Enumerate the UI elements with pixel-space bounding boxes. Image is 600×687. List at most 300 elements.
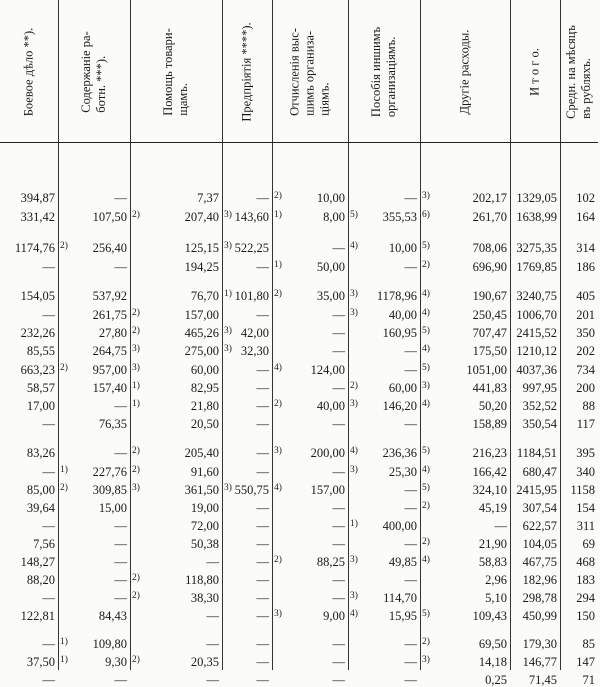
- cell-value: —: [256, 191, 269, 205]
- cell-value: 76,70: [190, 289, 219, 303]
- cell-value: 109,43: [472, 609, 507, 623]
- cell-value: 20,35: [190, 655, 219, 669]
- cell-value: 261,75: [92, 308, 127, 322]
- footnote-mark: 2): [422, 537, 430, 547]
- cell-value: 216,23: [472, 446, 507, 460]
- cell-value: 275,00: [184, 344, 219, 358]
- cell-value: —: [42, 591, 55, 605]
- cell-value: —: [332, 591, 345, 605]
- cell-value: 236,36: [382, 446, 417, 460]
- cell-value: 405: [576, 289, 595, 303]
- cell-value: —: [332, 637, 345, 651]
- cell-value: 71,45: [528, 673, 557, 687]
- cell-value: 118,80: [185, 573, 219, 587]
- cell-value: 84,43: [98, 609, 127, 623]
- cell-value: —: [256, 519, 269, 533]
- footnote-mark: 3): [350, 308, 358, 318]
- cell-value: 150: [576, 609, 595, 623]
- cell-value: 72,00: [190, 519, 219, 533]
- footnote-mark: 2): [132, 591, 140, 601]
- cell-value: 355,53: [382, 210, 417, 224]
- cell-value: 205,40: [184, 446, 219, 460]
- footnote-mark: 2): [274, 289, 282, 299]
- cell-value: —: [332, 344, 345, 358]
- cell-value: 3275,35: [516, 241, 557, 255]
- cell-value: 186: [576, 260, 595, 274]
- cell-value: —: [42, 260, 55, 274]
- footnote-mark: 3): [132, 363, 140, 373]
- cell-value: 88: [582, 399, 595, 413]
- footnote-mark: 5): [422, 241, 430, 251]
- cell-value: —: [256, 446, 269, 460]
- cell-value: 467,75: [522, 555, 557, 569]
- cell-value: 441,83: [472, 381, 507, 395]
- cell-value: —: [404, 191, 417, 205]
- cell-value: —: [114, 446, 127, 460]
- cell-value: 58,57: [26, 381, 55, 395]
- cell-value: —: [114, 591, 127, 605]
- footnote-mark: 1): [60, 465, 68, 475]
- footnote-mark: 4): [422, 289, 430, 299]
- cell-value: 4037,36: [516, 363, 557, 377]
- footnote-mark: 3): [422, 191, 430, 201]
- footnote-mark: 1): [274, 260, 282, 270]
- footnote-mark: 3): [350, 289, 358, 299]
- cell-value: 102: [576, 191, 595, 205]
- cell-value: 997,95: [522, 381, 557, 395]
- cell-value: 101,80: [234, 289, 269, 303]
- cell-value: 69: [582, 537, 595, 551]
- cell-value: 680,47: [522, 465, 557, 479]
- cell-value: 202,17: [472, 191, 507, 205]
- cell-value: —: [494, 519, 507, 533]
- cell-value: 465,26: [184, 326, 219, 340]
- cell-value: 202: [576, 344, 595, 358]
- cell-value: 350,54: [522, 417, 557, 431]
- cell-value: 50,00: [316, 260, 345, 274]
- footnote-mark: 2): [422, 501, 430, 511]
- column-header-label: И т о г о.: [527, 48, 542, 96]
- cell-value: 17,00: [26, 399, 55, 413]
- column-header-label: Предпріятія ****).: [239, 22, 254, 122]
- cell-value: 1006,70: [516, 308, 557, 322]
- cell-value: 146,20: [382, 399, 417, 413]
- footnote-mark: 4): [350, 446, 358, 456]
- column-header-label: Отчисленія выс- шимъ организа- ціямъ.: [287, 28, 332, 116]
- cell-value: 40,00: [316, 399, 345, 413]
- column-header: [130, 2, 222, 143]
- cell-value: —: [206, 609, 219, 623]
- cell-value: 69,50: [478, 637, 507, 651]
- footnote-mark: 2): [350, 381, 358, 391]
- footnote-mark: 3): [274, 609, 282, 619]
- cell-value: 324,10: [472, 483, 507, 497]
- cell-value: 154,05: [20, 289, 55, 303]
- cell-value: 340: [576, 465, 595, 479]
- cell-value: 207,40: [184, 210, 219, 224]
- cell-value: 3240,75: [516, 289, 557, 303]
- cell-value: 157,00: [310, 483, 345, 497]
- cell-value: —: [42, 308, 55, 322]
- cell-value: —: [256, 381, 269, 395]
- cell-value: —: [256, 501, 269, 515]
- footnote-mark: 4): [422, 344, 430, 354]
- footnote-mark: 5): [350, 210, 358, 220]
- footnote-mark: 2): [132, 210, 140, 220]
- cell-value: 311: [576, 519, 595, 533]
- cell-value: —: [256, 573, 269, 587]
- cell-value: —: [404, 483, 417, 497]
- cell-value: 394,87: [20, 191, 55, 205]
- cell-value: —: [332, 417, 345, 431]
- cell-value: —: [114, 537, 127, 551]
- footnote-mark: 5): [422, 326, 430, 336]
- cell-value: 537,92: [92, 289, 127, 303]
- cell-value: —: [256, 417, 269, 431]
- cell-value: —: [404, 655, 417, 669]
- cell-value: —: [332, 573, 345, 587]
- cell-value: —: [256, 260, 269, 274]
- cell-value: —: [404, 344, 417, 358]
- cell-value: —: [206, 673, 219, 687]
- cell-value: 104,05: [522, 537, 557, 551]
- column-header: [58, 2, 130, 143]
- cell-value: 264,75: [92, 344, 127, 358]
- cell-value: —: [332, 308, 345, 322]
- cell-value: —: [404, 501, 417, 515]
- footnote-mark: 2): [132, 655, 140, 665]
- footnote-mark: 2): [60, 363, 68, 373]
- cell-value: 9,30: [105, 655, 127, 669]
- column-header: [272, 2, 348, 143]
- footnote-mark: 3): [422, 381, 430, 391]
- cell-value: 250,45: [472, 308, 507, 322]
- footnote-mark: 3): [224, 241, 232, 251]
- cell-value: 35,00: [316, 289, 345, 303]
- cell-value: 85,55: [26, 344, 55, 358]
- cell-value: 19,00: [190, 501, 219, 515]
- column-header: [348, 2, 420, 143]
- cell-value: 122,81: [20, 609, 55, 623]
- cell-value: —: [332, 519, 345, 533]
- cell-value: 164: [576, 210, 595, 224]
- cell-value: 124,00: [310, 363, 345, 377]
- cell-value: 166,42: [472, 465, 507, 479]
- cell-value: —: [42, 637, 55, 651]
- cell-value: 50,38: [190, 537, 219, 551]
- cell-value: —: [114, 260, 127, 274]
- column-header: [0, 2, 58, 143]
- cell-value: 5,10: [485, 591, 507, 605]
- cell-value: —: [256, 399, 269, 413]
- cell-value: 27,80: [98, 326, 127, 340]
- cell-value: 154: [576, 501, 595, 515]
- cell-value: —: [256, 609, 269, 623]
- cell-value: —: [114, 673, 127, 687]
- cell-value: 15,00: [98, 501, 127, 515]
- cell-value: 1158: [570, 483, 595, 497]
- footnote-mark: 2): [132, 326, 140, 336]
- cell-value: 468: [576, 555, 595, 569]
- cell-value: —: [256, 308, 269, 322]
- footnote-mark: 1): [350, 519, 358, 529]
- cell-value: 82,95: [190, 381, 219, 395]
- footnote-mark: 4): [274, 363, 282, 373]
- cell-value: —: [42, 465, 55, 479]
- cell-value: 395: [576, 446, 595, 460]
- footnote-mark: 1): [60, 637, 68, 647]
- cell-value: 85,00: [26, 483, 55, 497]
- cell-value: —: [256, 555, 269, 569]
- footnote-mark: 4): [422, 465, 430, 475]
- cell-value: 331,42: [20, 210, 55, 224]
- cell-value: 522,25: [234, 241, 269, 255]
- cell-value: 37,50: [26, 655, 55, 669]
- cell-value: 50,20: [478, 399, 507, 413]
- footnote-mark: 2): [132, 446, 140, 456]
- cell-value: —: [332, 501, 345, 515]
- cell-value: 450,99: [522, 609, 557, 623]
- cell-value: 85: [582, 637, 595, 651]
- cell-value: 15,95: [388, 609, 417, 623]
- footnote-mark: 3): [224, 326, 232, 336]
- footnote-mark: 1): [132, 399, 140, 409]
- cell-value: 146,77: [522, 655, 557, 669]
- cell-value: 696,90: [472, 260, 507, 274]
- footnote-mark: 3): [224, 210, 232, 220]
- cell-value: 2415,52: [516, 326, 557, 340]
- cell-value: 201: [576, 308, 595, 322]
- cell-value: 1210,12: [516, 344, 557, 358]
- cell-value: 663,23: [20, 363, 55, 377]
- cell-value: —: [332, 241, 345, 255]
- cell-value: 143,60: [234, 210, 269, 224]
- cell-value: 361,50: [184, 483, 219, 497]
- footnote-mark: 2): [132, 465, 140, 475]
- cell-value: —: [42, 417, 55, 431]
- cell-value: 183: [576, 573, 595, 587]
- cell-value: 160,95: [382, 326, 417, 340]
- footnote-mark: 5): [422, 609, 430, 619]
- cell-value: 707,47: [472, 326, 507, 340]
- cell-value: —: [404, 673, 417, 687]
- footnote-mark: 2): [132, 573, 140, 583]
- cell-value: 21,80: [190, 399, 219, 413]
- cell-value: 190,67: [472, 289, 507, 303]
- cell-value: —: [42, 519, 55, 533]
- cell-value: 298,78: [522, 591, 557, 605]
- footnote-mark: 1): [224, 289, 232, 299]
- cell-value: —: [332, 381, 345, 395]
- cell-value: 179,30: [522, 637, 557, 651]
- cell-value: 157,00: [184, 308, 219, 322]
- footnote-mark: 3): [274, 446, 282, 456]
- cell-value: 350: [576, 326, 595, 340]
- cell-value: —: [404, 573, 417, 587]
- footnote-mark: 4): [422, 555, 430, 565]
- footnote-mark: 1): [132, 381, 140, 391]
- footnote-mark: 3): [224, 344, 232, 354]
- footnote-mark: 2): [274, 191, 282, 201]
- cell-value: —: [332, 655, 345, 669]
- cell-value: 10,00: [316, 191, 345, 205]
- cell-value: —: [256, 537, 269, 551]
- cell-value: 232,26: [20, 326, 55, 340]
- cell-value: 0,25: [485, 673, 507, 687]
- footnote-mark: 3): [350, 555, 358, 565]
- cell-value: 1051,00: [466, 363, 507, 377]
- cell-value: 227,76: [92, 465, 127, 479]
- cell-value: 10,00: [388, 241, 417, 255]
- cell-value: 734: [576, 363, 595, 377]
- cell-value: 7,37: [197, 191, 219, 205]
- footnote-mark: 2): [60, 241, 68, 251]
- cell-value: 25,30: [388, 465, 417, 479]
- cell-value: 21,90: [478, 537, 507, 551]
- cell-value: 125,15: [184, 241, 219, 255]
- cell-value: 194,25: [184, 260, 219, 274]
- footnote-mark: 2): [132, 308, 140, 318]
- cell-value: 158,89: [472, 417, 507, 431]
- cell-value: 148,27: [20, 555, 55, 569]
- footnote-mark: 2): [60, 483, 68, 493]
- cell-value: 708,06: [472, 241, 507, 255]
- footnote-mark: 5): [422, 483, 430, 493]
- footnote-mark: 3): [224, 483, 232, 493]
- cell-value: 60,00: [190, 363, 219, 377]
- cell-value: 1329,05: [516, 191, 557, 205]
- cell-value: —: [404, 537, 417, 551]
- footnote-mark: 4): [350, 241, 358, 251]
- cell-value: 157,40: [92, 381, 127, 395]
- footnote-mark: 4): [274, 483, 282, 493]
- cell-value: 1769,85: [516, 260, 557, 274]
- cell-value: 7,56: [33, 537, 55, 551]
- cell-value: —: [332, 537, 345, 551]
- cell-value: —: [256, 655, 269, 669]
- footnote-mark: 3): [422, 655, 430, 665]
- column-header-label: Другіе расходы.: [457, 29, 472, 115]
- cell-value: 109,80: [92, 637, 127, 651]
- footnote-mark: 4): [350, 609, 358, 619]
- footnote-mark: 5): [422, 363, 430, 373]
- column-header-label: Средн. на мѣсяцъ въ рубляхъ.: [564, 25, 593, 119]
- cell-value: 32,30: [240, 344, 269, 358]
- cell-value: 39,64: [26, 501, 55, 515]
- cell-value: 76,35: [98, 417, 127, 431]
- cell-value: 14,18: [478, 655, 507, 669]
- cell-value: 2415,95: [516, 483, 557, 497]
- footnote-mark: 6): [422, 210, 430, 220]
- cell-value: —: [256, 465, 269, 479]
- footnote-mark: 4): [422, 399, 430, 409]
- cell-value: —: [256, 363, 269, 377]
- cell-value: 91,60: [190, 465, 219, 479]
- cell-value: 200: [576, 381, 595, 395]
- footnote-mark: 2): [422, 260, 430, 270]
- cell-value: 107,50: [92, 210, 127, 224]
- cell-value: 182,96: [522, 573, 557, 587]
- cell-value: 42,00: [240, 326, 269, 340]
- column-header-label: Содержаніе ра- ботн. ***).: [79, 31, 108, 113]
- cell-value: 60,00: [388, 381, 417, 395]
- cell-value: —: [256, 673, 269, 687]
- cell-value: —: [256, 591, 269, 605]
- cell-value: —: [42, 673, 55, 687]
- cell-value: 307,54: [522, 501, 557, 515]
- footnote-mark: 3): [132, 344, 140, 354]
- footnote-mark: 5): [422, 446, 430, 456]
- footnote-mark: 3): [350, 465, 358, 475]
- cell-value: 9,00: [323, 609, 345, 623]
- cell-value: 88,20: [26, 573, 55, 587]
- column-header: [420, 2, 510, 143]
- cell-value: 1178,96: [376, 289, 417, 303]
- column-header: [510, 2, 560, 143]
- cell-value: 957,00: [92, 363, 127, 377]
- footnote-mark: 1): [274, 210, 282, 220]
- cell-value: —: [404, 637, 417, 651]
- footnote-mark: 2): [274, 555, 282, 565]
- cell-value: 2,96: [485, 573, 507, 587]
- cell-value: —: [114, 573, 127, 587]
- column-header-label: Помощь товари- щамъ.: [161, 28, 190, 116]
- cell-value: 1638,99: [516, 210, 557, 224]
- cell-value: 49,85: [388, 555, 417, 569]
- footnote-mark: 3): [132, 483, 140, 493]
- cell-value: 1174,76: [14, 241, 55, 255]
- cell-value: 261,70: [472, 210, 507, 224]
- cell-value: 45,19: [478, 501, 507, 515]
- cell-value: 314: [576, 241, 595, 255]
- footnote-mark: 2): [274, 399, 282, 409]
- cell-value: 400,00: [382, 519, 417, 533]
- cell-value: 309,85: [92, 483, 127, 497]
- cell-value: 550,75: [234, 483, 269, 497]
- cell-value: —: [114, 555, 127, 569]
- cell-value: —: [256, 637, 269, 651]
- column-header: [222, 2, 272, 143]
- footnote-mark: 1): [60, 655, 68, 665]
- cell-value: —: [332, 465, 345, 479]
- cell-value: —: [114, 399, 127, 413]
- footnote-mark: 4): [422, 308, 430, 318]
- cell-value: 147: [576, 655, 595, 669]
- footnote-mark: 3): [350, 591, 358, 601]
- cell-value: 117: [576, 417, 595, 431]
- cell-value: 58,83: [478, 555, 507, 569]
- cell-value: —: [332, 673, 345, 687]
- cell-value: 256,40: [92, 241, 127, 255]
- cell-value: 294: [576, 591, 595, 605]
- cell-value: 114,70: [383, 591, 417, 605]
- cell-value: 83,26: [26, 446, 55, 460]
- cell-value: —: [114, 191, 127, 205]
- footnote-mark: 2): [422, 637, 430, 647]
- column-header-label: Боевое дѣло **).: [21, 27, 36, 117]
- cell-value: —: [404, 260, 417, 274]
- cell-value: —: [114, 519, 127, 533]
- cell-value: 71: [582, 673, 595, 687]
- cell-value: —: [206, 637, 219, 651]
- cell-value: 8,00: [323, 210, 345, 224]
- cell-value: 40,00: [388, 308, 417, 322]
- cell-value: —: [206, 555, 219, 569]
- cell-value: 20,50: [190, 417, 219, 431]
- cell-value: 88,25: [316, 555, 345, 569]
- cell-value: 352,52: [522, 399, 557, 413]
- footnote-mark: 3): [350, 399, 358, 409]
